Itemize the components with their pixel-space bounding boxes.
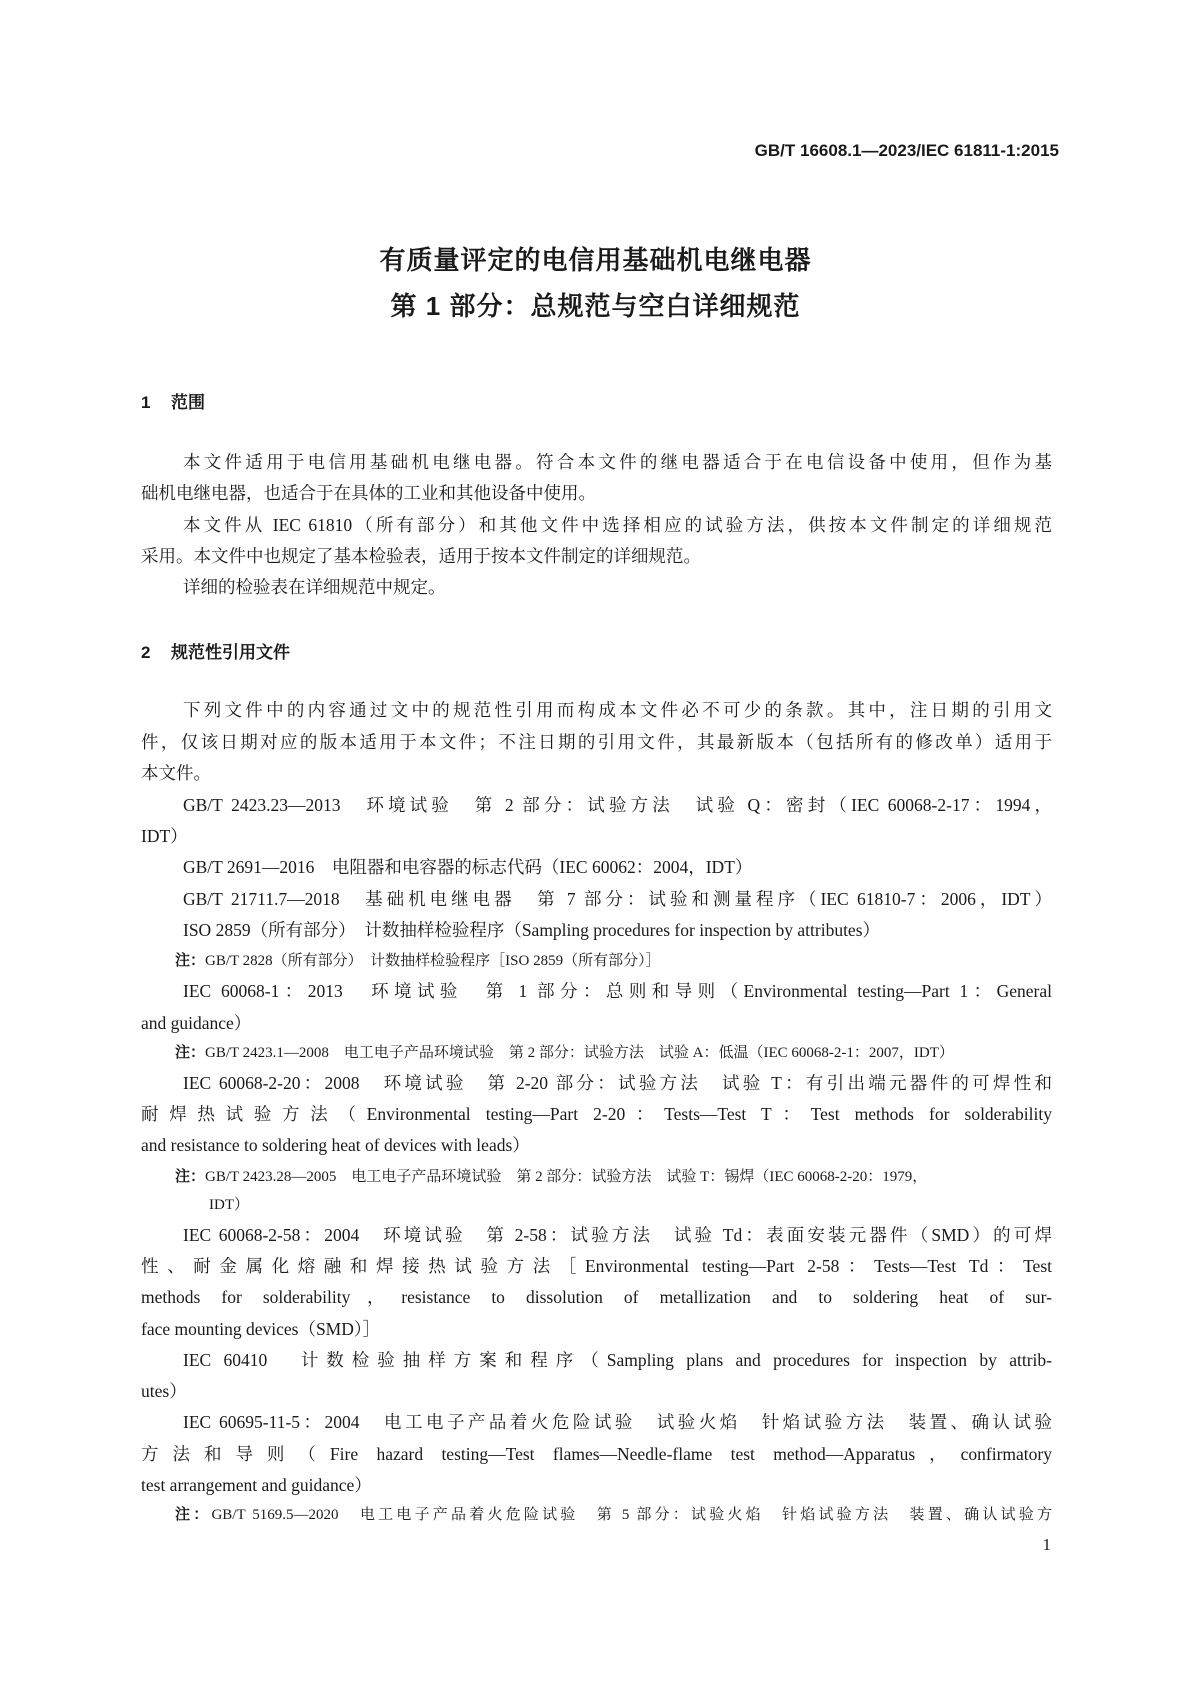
reference-line: IEC 60068-2-20：2008 环境试验 第 2-20 部分：试验方法 试验 T：有引出端元器件的可焊性和 xyxy=(183,1073,1052,1093)
note-line: IDT） xyxy=(209,1197,249,1213)
reference-line: IEC 60410 计数检验抽样方案和程序（Sampling plans and procedures for inspection by attrib- xyxy=(183,1350,1052,1370)
section-title: 规范性引用文件 xyxy=(171,643,290,662)
reference-line: GB/T 2423.23—2013 环境试验 第 2 部分：试验方法 试验 Q：密封（IEC 60068-2-17：1994， xyxy=(183,795,1052,815)
paragraph-line: 件，仅该日期对应的版本适用于本文件；不注日期的引用文件，其最新版本（包括所有的修改单）适用于 xyxy=(141,732,1052,752)
note-line xyxy=(175,1504,1052,1526)
section-2-heading xyxy=(141,638,290,663)
note-line xyxy=(175,950,1052,972)
paragraph-line: 采用。本文件中也规定了基本检验表，适用于按本文件制定的详细规范。 xyxy=(141,546,701,566)
document-subtitle: 第 1 部分：总规范与空白详细规范 xyxy=(390,291,801,321)
paragraph-line: 下列文件中的内容通过文中的规范性引用而构成本文件必不可少的条款。其中，注日期的引用文 xyxy=(183,700,1052,720)
reference-line: GB/T 21711.7—2018 基础机电继电器 第 7 部分：试验和测量程序（IEC 61810-7：2006，IDT） xyxy=(183,889,1052,909)
reference-line: IEC 60068-1：2013 环境试验 第 1 部分：总则和导则（Environmental testing—Part 1：General xyxy=(183,981,1052,1001)
section-1-heading xyxy=(141,388,205,413)
document-title: 有质量评定的电信用基础机电继电器 xyxy=(379,245,812,275)
reference-line: face mounting devices（SMD）］ xyxy=(141,1319,381,1339)
reference-line: 耐焊热试验方法（Environmental testing—Part 2-20：Tests—Test T：Test methods for solderability xyxy=(141,1104,1052,1124)
reference-line: IEC 60068-2-58：2004 环境试验 第 2-58：试验方法 试验 Td：表面安装元器件（SMD）的可焊 xyxy=(183,1225,1052,1245)
page-number: 1 xyxy=(1042,1535,1051,1554)
reference-line: and guidance） xyxy=(141,1013,252,1033)
note-label: 注： xyxy=(175,1168,206,1185)
reference-line: utes） xyxy=(141,1381,187,1401)
reference-line: and resistance to soldering heat of devices with leads） xyxy=(141,1135,530,1155)
standard-number-header: GB/T 16608.1—2023/IEC 61811-1:2015 xyxy=(754,141,1059,160)
section-number: 1 xyxy=(141,393,151,412)
reference-line: ISO 2859（所有部分） 计数抽样检验程序（Sampling procedures for inspection by attributes） xyxy=(183,920,881,940)
note-label: 注： xyxy=(175,1506,212,1523)
reference-line: test arrangement and guidance） xyxy=(141,1475,372,1495)
section-title: 范围 xyxy=(171,393,205,412)
note-line xyxy=(175,1042,1052,1064)
paragraph-line: 础机电继电器，也适合于在具体的工业和其他设备中使用。 xyxy=(141,483,596,503)
reference-line: 性、耐金属化熔融和焊接热试验方法［Environmental testing—Part 2-58：Tests—Test Td：Test xyxy=(141,1256,1052,1276)
paragraph-line: 本文件。 xyxy=(141,763,211,783)
note-text: GB/T 2423.1—2008 电工电子产品环境试验 第 2 部分：试验方法 试验 A：低温（IEC 60068-2-1：2007，IDT） xyxy=(205,1045,954,1061)
reference-line: IEC 60695-11-5：2004 电工电子产品着火危险试验 试验火焰 针焰试验方法 装置、确认试验 xyxy=(183,1412,1052,1432)
note-text: GB/T 5169.5—2020 电工电子产品着火危险试验 第 5 部分：试验火焰 针焰试验方法 装置、确认试验方 xyxy=(211,1507,1052,1523)
note-label: 注： xyxy=(175,952,206,969)
paragraph-line: 详细的检验表在详细规范中规定。 xyxy=(183,577,446,597)
note-text: GB/T 2423.28—2005 电工电子产品环境试验 第 2 部分：试验方法 试验 T：锡焊（IEC 60068-2-20：1979， xyxy=(205,1169,928,1185)
note-line xyxy=(175,1166,1052,1188)
section-number: 2 xyxy=(141,643,151,662)
paragraph-line: 本文件从 IEC 61810（所有部分）和其他文件中选择相应的试验方法，供按本文件制定的详细规范 xyxy=(183,515,1052,535)
reference-line: methods for solderability，resistance to dissolution of metallization and to soldering heat of sur- xyxy=(141,1287,1052,1307)
reference-line: GB/T 2691—2016 电阻器和电容器的标志代码（IEC 60062：2004，IDT） xyxy=(183,857,753,877)
reference-line: 方法和导则（Fire hazard testing—Test flames—Needle-flame test method—Apparatus，confirmatory xyxy=(141,1444,1052,1464)
note-text: GB/T 2828（所有部分） 计数抽样检验程序［ISO 2859（所有部分）］ xyxy=(205,953,661,969)
note-label: 注： xyxy=(175,1044,206,1061)
paragraph-line: 本文件适用于电信用基础机电继电器。符合本文件的继电器适合于在电信设备中使用，但作为基 xyxy=(183,452,1052,472)
reference-line: IDT） xyxy=(141,826,188,846)
